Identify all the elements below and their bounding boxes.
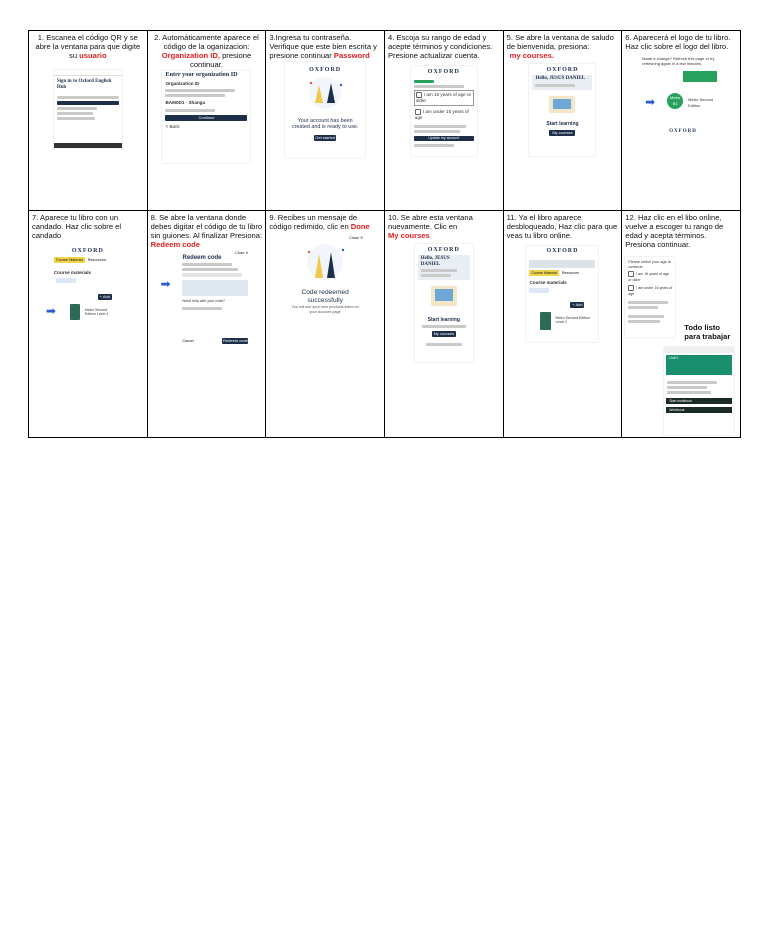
step-6-arrow-icon: ➡: [645, 95, 656, 109]
step-11-cell: [503, 211, 622, 438]
step-1-cell: [29, 31, 148, 211]
step-6-banner: [683, 71, 717, 82]
step-4-oxford-logo: OXFORD: [427, 69, 460, 75]
step-7-text: 7. Aparece tu libro con un candado. Haz clic sobre el candado: [32, 213, 122, 240]
step-4-update-button[interactable]: Update my account: [414, 136, 474, 141]
step-8-close-button[interactable]: Close ✕: [235, 251, 249, 255]
step-7-add-button[interactable]: + Add: [99, 294, 110, 299]
step-7-tab-resources[interactable]: Resources: [87, 258, 106, 262]
step-2-label: Organization ID: [165, 81, 200, 86]
step-3-oxford-logo: OXFORD: [309, 67, 342, 73]
step-5-card-title: Start learning: [546, 120, 579, 127]
step-12-question: Please select your age to continue: [628, 260, 671, 269]
step-2-cell: [147, 31, 266, 211]
step-9-cell: [266, 211, 385, 438]
step-11-oxford-logo: OXFORD: [546, 248, 579, 254]
step-9-message: You will see your new products listed on your account page: [291, 305, 359, 314]
step-8-help-label: Need help with your code?: [182, 299, 226, 303]
step-12-option-younger[interactable]: I am under 16 years of age: [628, 286, 673, 296]
step-6-screenshot: [639, 57, 723, 145]
step-6-book-title: Metro Second Edition: [688, 97, 714, 108]
step-7-tab-course-material[interactable]: Course Material: [55, 258, 83, 262]
step-12-ready-label: Todo listo para trabajar: [684, 323, 731, 341]
step-2-screenshot: [162, 71, 250, 163]
step-8-info-box: [182, 280, 248, 296]
step-11-screenshot: [526, 246, 598, 342]
step-3-screenshot: [285, 62, 365, 158]
step-7-oxford-logo: OXFORD: [71, 248, 104, 254]
step-8-cancel-button[interactable]: Cancel: [182, 339, 194, 343]
step-8-arrow-icon: ➡: [160, 277, 171, 291]
step-11-text: 11. Ya el libro aparece desbloqueado, Haz clic para que veas tu libro online.: [506, 213, 618, 240]
step-9-close-button[interactable]: Close ✕: [349, 236, 364, 240]
step-5-greeting: Hello, JESUS DANIEL: [535, 76, 586, 81]
step-11-book-cover[interactable]: [540, 312, 551, 330]
step-2-text: 2. Automáticamente aparece el código de la oganizacion: Organization ID, presione continuar.: [154, 33, 259, 69]
step-7-cell: [29, 211, 148, 438]
step-10-my-courses-button[interactable]: My courses: [433, 331, 455, 337]
step-9-text: 9. Recibes un mensaje de código redimido, clic en Done: [269, 213, 370, 231]
instructions-sheet: [28, 30, 741, 437]
step-8-screenshot: [160, 251, 252, 347]
step-12-workbook-screenshot: [664, 347, 734, 435]
step-8-text: 8. Se abre la ventana donde debes digitar el código de tu libro sin guiones. Al finalizar Presiona: Redeem code: [150, 213, 263, 249]
step-3-get-started-button[interactable]: Get started: [315, 134, 336, 140]
step-7-screenshot: [46, 246, 130, 338]
step-9-screenshot: [283, 235, 367, 335]
step-12-start-workbook-row[interactable]: Start workbook: [666, 398, 732, 404]
step-11-tab-course-material[interactable]: Course Material: [531, 271, 557, 275]
step-7-arrow-icon: ➡: [45, 304, 56, 318]
step-12-age-screenshot: [625, 257, 675, 337]
step-3-celebration-illustration: [285, 73, 365, 113]
step-5-oxford-logo: OXFORD: [546, 67, 579, 73]
step-4-option-older[interactable]: I am 16 years of age or older: [414, 90, 474, 106]
step-2-title: Enter your organization ID: [165, 71, 238, 78]
step-3-cell: [266, 31, 385, 211]
step-12-option-older[interactable]: I am 16 years of age or older: [628, 272, 670, 282]
step-9-high-five-illustration: [283, 240, 367, 284]
step-6-cell: [622, 31, 741, 211]
step-2-back-link[interactable]: < Back: [165, 124, 180, 130]
step-11-section-title: Course materials: [529, 280, 567, 285]
step-12-text: 12. Haz clic en el libo online, vuelve a escoger tu rango de edad y acepta términos. Presiona continuar.: [625, 213, 724, 249]
steps-table: [28, 30, 741, 438]
step-4-option-younger[interactable]: I am under 16 years of age: [414, 108, 469, 120]
step-1-text: 1. Escanea el código QR y se abre la ventana para que digite su usuario: [35, 33, 141, 60]
step-11-banner: [529, 260, 595, 268]
step-1-screenshot: [54, 70, 122, 148]
step-9-title: Code redeemed successfully: [301, 289, 349, 304]
step-12-workbook-header: Unit 1: [666, 355, 732, 375]
step-1-title: Sign in to Oxford English Hub: [56, 79, 112, 90]
step-7-book-cover-locked[interactable]: [70, 304, 80, 320]
step-10-cell: [384, 211, 503, 438]
step-10-text: 10. Se abre esta ventana nuevamente. Clic en My courses: [387, 213, 473, 240]
step-11-book-title: Metro Second Edition Level 1: [555, 316, 590, 325]
step-10-greeting: Hello, JESUS DANIEL: [420, 256, 450, 267]
step-4-text: 4. Escoja su rango de edad y acepte términos y condiciones. Presione actualizar cuenta.: [387, 33, 493, 60]
step-12-workbook-row[interactable]: Workbook: [666, 407, 732, 413]
step-10-screenshot: [415, 244, 473, 362]
step-4-screenshot: [411, 66, 477, 156]
step-5-text: 5. Se abre la ventana de saludo de bienvenida, presiona: my courses.: [506, 33, 614, 60]
step-11-add-button[interactable]: + Add: [572, 302, 583, 307]
step-3-message: Your account has been created and is ready to use.: [291, 118, 359, 131]
step-8-title: Redeem code: [182, 255, 222, 261]
step-6-oxford-logo: OXFORD: [669, 129, 697, 134]
step-7-section-title: Course materials: [53, 270, 92, 275]
step-3-text: 3.Ingresa tu contraseña. Verifique que este bien escrita y presione continuar Password: [269, 33, 377, 60]
step-6-text: 6. Aparecerá el logo de tu libro. Haz clic sobre el logo del libro.: [625, 33, 731, 51]
step-6-book-logo[interactable]: Metro B1: [667, 93, 683, 109]
step-12-cell: [622, 211, 741, 438]
step-2-continue-button[interactable]: Continue: [165, 115, 247, 121]
step-10-learning-illustration: [415, 282, 473, 312]
step-5-cell: [503, 31, 622, 211]
step-10-oxford-logo: OXFORD: [427, 247, 460, 253]
step-10-card-title: Start learning: [427, 317, 460, 324]
step-7-book-title: Metro Second Edition Level 1: [84, 308, 109, 317]
step-5-screenshot: [529, 64, 595, 156]
step-2-org-value: BAM0D1 · Shanga: [165, 99, 206, 105]
step-8-redeem-button[interactable]: Redeem code: [223, 338, 248, 343]
step-6-header: Made a change? Refresh this page or try refreshing again in a few minutes.: [642, 57, 715, 66]
step-11-tab-resources[interactable]: Resources: [561, 271, 580, 275]
step-8-cell: [147, 211, 266, 438]
step-4-cell: [384, 31, 503, 211]
step-5-learning-illustration: [529, 92, 595, 116]
step-5-my-courses-button[interactable]: My courses: [549, 130, 575, 136]
